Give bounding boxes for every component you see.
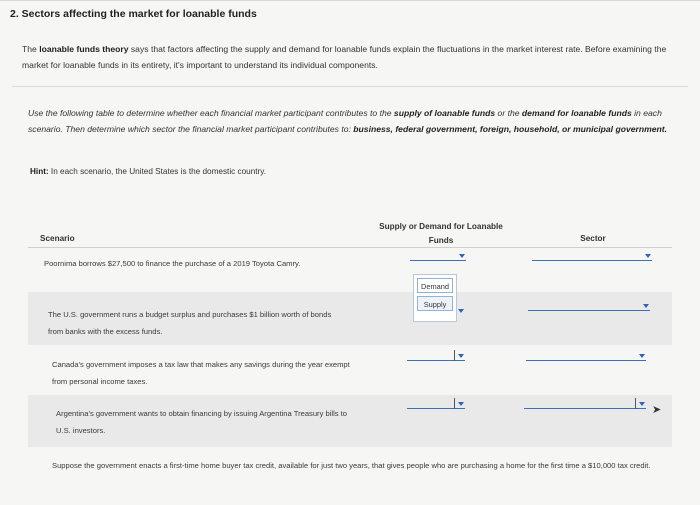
chevron-down-icon (639, 402, 645, 406)
intro-term: loanable funds theory (39, 44, 129, 54)
table-header-rule (28, 247, 672, 248)
section-divider (12, 86, 688, 87)
intro-text-pre: The (22, 44, 40, 54)
supply-demand-dropdown-row1[interactable] (410, 250, 466, 261)
instr-bold-demand: demand for loanable funds (521, 108, 632, 118)
sector-dropdown-row4[interactable] (524, 398, 646, 409)
supply-demand-menu (413, 274, 457, 322)
instr-text-2: or the (495, 108, 522, 118)
dropdown-separator (454, 398, 455, 409)
header-supply-demand-line2: Funds (428, 236, 454, 245)
chevron-down-icon (639, 354, 645, 358)
header-supply-demand (362, 220, 520, 248)
chevron-down-icon (643, 304, 649, 308)
hint (30, 167, 266, 176)
dropdown-separator (635, 398, 636, 409)
scenario-text: Argentina's government wants to obtain financing by issuing Argentina Treasury bills to U.S. investors. (56, 409, 348, 435)
supply-demand-dropdown-row2[interactable] (456, 306, 470, 318)
footer-scenario-text: Suppose the government enacts a first-time home buyer tax credit, available for just two years, that gives people who are purchasing a home for the first time a $10,000 tax credit. (52, 461, 651, 470)
header-sector: Sector (580, 234, 606, 243)
chevron-down-icon (458, 309, 464, 313)
instr-text-3: in each scenario. Then determine which sector the financial market participant contributes to: (28, 108, 662, 134)
mouse-cursor-icon: ➤ (652, 404, 662, 416)
intro-text-post: says that factors affecting the supply and demand for loanable funds explain the fluctuations in the market interest rate. Before examining the market for loanable funds in its entirety, it's important to understand its individual components. (22, 44, 667, 70)
instructions-paragraph (28, 105, 668, 137)
scenario-text: The U.S. government runs a budget surplus and purchases $1 billion worth of bonds from banks with the excess funds. (48, 310, 332, 336)
option-demand[interactable]: Demand (417, 278, 453, 293)
intro-paragraph (22, 41, 682, 73)
header-scenario: Scenario (40, 234, 75, 243)
instr-text-1: Use the following table to determine whether each financial market participant contributes to the (28, 108, 394, 118)
dropdown-separator (454, 350, 455, 361)
question-title: 2. Sectors affecting the market for loanable funds (10, 8, 257, 20)
header-supply-demand-line1: Supply or Demand for Loanable (379, 222, 503, 231)
chevron-down-icon (645, 254, 651, 258)
chevron-down-icon (458, 354, 464, 358)
sector-dropdown-row1[interactable] (532, 250, 652, 261)
instr-bold-supply: supply of loanable funds (393, 108, 496, 118)
supply-demand-dropdown-row4[interactable] (407, 398, 465, 409)
top-border (0, 0, 700, 1)
sector-dropdown-row2[interactable] (528, 300, 650, 311)
sector-dropdown-row3[interactable] (526, 350, 646, 361)
scenario-text: Poornima borrows $27,500 to finance the purchase of a 2019 Toyota Camry. (44, 259, 301, 268)
supply-demand-dropdown-row3[interactable] (407, 350, 465, 361)
scenario-text: Canada's government imposes a tax law that makes any savings during the year exempt from personal income taxes. (52, 360, 350, 386)
option-supply[interactable]: Supply (417, 296, 453, 311)
hint-label: Hint: (30, 167, 49, 176)
hint-text: In each scenario, the United States is the domestic country. (48, 167, 267, 176)
chevron-down-icon (459, 254, 465, 258)
chevron-down-icon (458, 402, 464, 406)
instr-bold-sectors: business, federal government, foreign, household, or municipal government. (353, 124, 668, 134)
